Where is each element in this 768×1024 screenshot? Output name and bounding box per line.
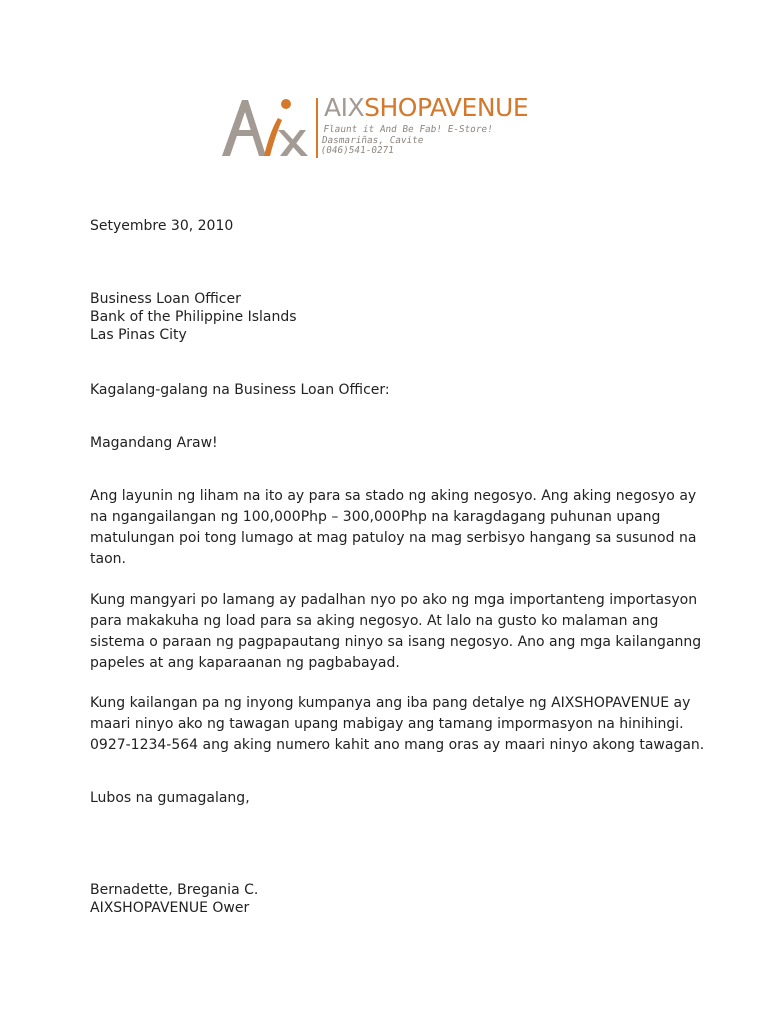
paragraph-line: para makakuha ng load para sa aking negosyo. At lalo na gusto ko malaman ang (90, 613, 659, 629)
signature-name: Bernadette, Bregania C. (90, 882, 259, 898)
paragraph-line: na ngangailangan ng 100,000Php – 300,000Php na karagdagang puhunan upang (90, 509, 661, 525)
paragraph-line: matulungan poi tong lumago at mag patuloy na mag serbisyo hangang sa susunod na (90, 530, 697, 546)
recipient-title: Business Loan Officer (90, 291, 241, 307)
body-paragraph-3 (90, 693, 705, 756)
brand-location: Dasmariñas, Cavite (321, 134, 425, 146)
signature-title: AIXSHOPAVENUE Ower (90, 900, 250, 916)
greeting: Magandang Araw! (90, 435, 218, 451)
paragraph-line: maari ninyo ako ng tawagan upang mabigay ang tamang impormasyon na hinihingi. (90, 716, 684, 732)
brand-tagline-block (320, 125, 494, 157)
brand-name (324, 94, 528, 122)
recipient-block (90, 290, 297, 344)
recipient-city: Las Pinas City (90, 327, 187, 343)
paragraph-line: sistema o paraan ng pagpapautang ninyo sa isang negosyo. Ano ang mga kailanganng (90, 634, 702, 650)
brand-name-part-shopavenue: SHOPAVENUE (364, 93, 529, 122)
brand-phone: (046)541-0271 (319, 145, 395, 156)
letter-date: Setyembre 30, 2010 (90, 218, 234, 234)
signature-block (90, 881, 258, 917)
brand-tagline: Flaunt it And Be Fab! E-Store! (322, 124, 494, 135)
recipient-bank: Bank of the Philippine Islands (90, 309, 297, 325)
body-paragraph-1 (90, 486, 697, 570)
paragraph-line: papeles at ang kaparaanan ng pagbabayad. (90, 655, 400, 671)
paragraph-line: 0927-1234-564 ang aking numero kahit ano mang oras ay maari ninyo akong tawagan. (90, 737, 705, 753)
aix-logo (220, 92, 312, 160)
paragraph-line: Ang layunin ng liham na ito ay para sa stado ng aking negosyo. Ang aking negosyo ay (90, 488, 697, 504)
salutation: Kagalang-galang na Business Loan Officer: (90, 382, 390, 398)
letterhead (220, 92, 550, 162)
paragraph-line: taon. (90, 551, 126, 567)
brand-divider (316, 98, 318, 158)
body-paragraph-2 (90, 590, 702, 674)
closing: Lubos na gumagalang, (90, 790, 250, 806)
paragraph-line: Kung mangyari po lamang ay padalhan nyo po ako ng mga importanteng importasyon (90, 592, 698, 608)
brand-name-part-aix: AIX (324, 93, 365, 122)
paragraph-line: Kung kailangan pa ng inyong kumpanya ang iba pang detalye ng AIXSHOPAVENUE ay (90, 695, 691, 711)
